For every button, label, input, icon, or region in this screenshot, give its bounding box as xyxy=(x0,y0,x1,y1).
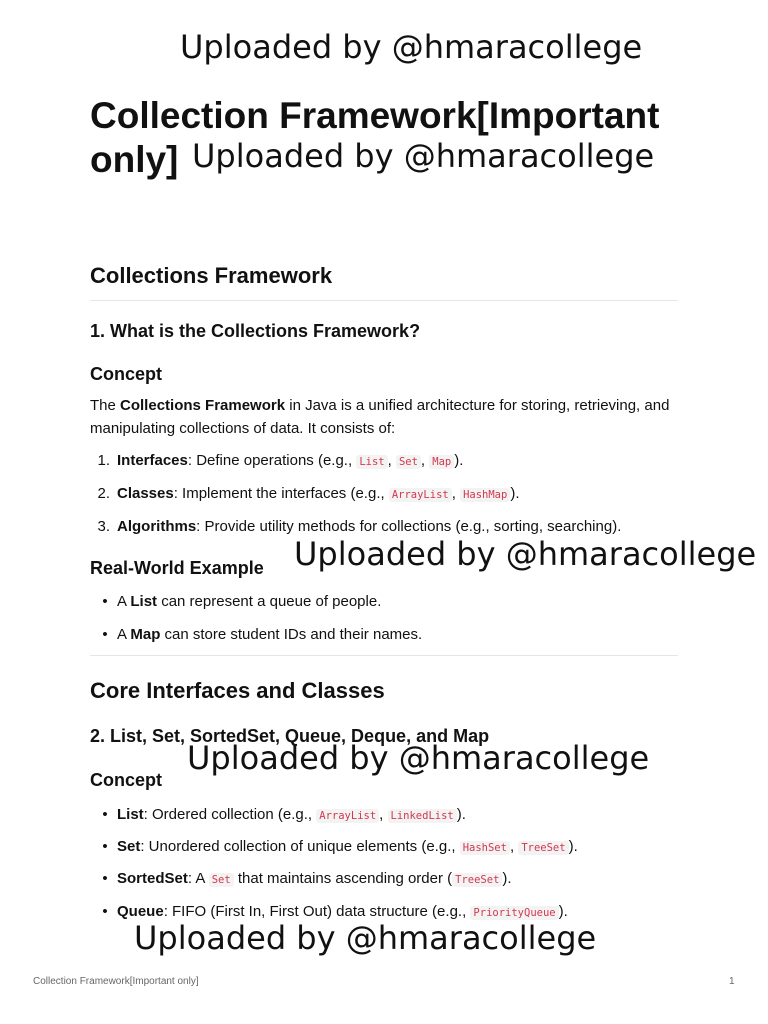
code-token: List xyxy=(356,455,387,469)
list-end: ). xyxy=(454,452,464,469)
item-end: ). xyxy=(502,870,512,887)
item-text: : Ordered collection (e.g., xyxy=(143,806,317,823)
item-text: that maintains ascending order ( xyxy=(233,870,453,887)
code-token: PriorityQueue xyxy=(470,906,558,920)
list-item: 1. Interfaces: Define operations (e.g., List , Set , Map ). xyxy=(90,451,680,472)
code-token: TreeSet xyxy=(452,873,502,887)
code-token: HashSet xyxy=(460,841,510,855)
watermark-lower: Uploaded by @hmaracollege xyxy=(187,739,650,777)
intro-paragraph xyxy=(90,394,680,440)
list-number: 3. xyxy=(97,518,110,535)
intro-bold: Collections Framework xyxy=(120,397,286,414)
example-pre: A xyxy=(117,626,131,643)
code-token: Map xyxy=(429,455,454,469)
list-item: 2. Classes: Implement the interfaces (e.g., ArrayList , HashMap ). xyxy=(90,484,680,505)
subheading-list-set: 2. List, Set, SortedSet, Queue, Deque, and Map xyxy=(90,726,490,746)
list-item: • List: Ordered collection (e.g., ArrayList , LinkedList ). xyxy=(90,805,680,826)
example-post: can store student IDs and their names. xyxy=(160,626,423,643)
code-token: ArrayList xyxy=(389,488,452,502)
bullet: • xyxy=(102,626,108,643)
subheading-what-is: 1. What is the Collections Framework? xyxy=(90,321,421,341)
watermark-bottom: Uploaded by @hmaracollege xyxy=(134,919,597,957)
bullet: • xyxy=(102,903,108,920)
item-end: ). xyxy=(558,903,568,920)
code-token: LinkedList xyxy=(388,809,457,823)
watermark-top: Uploaded by @hmaracollege xyxy=(180,28,643,66)
item-bold: List xyxy=(117,806,144,823)
item-text: : A xyxy=(187,870,209,887)
item-bold: SortedSet xyxy=(117,870,188,887)
watermark-middle: Uploaded by @hmaracollege xyxy=(294,535,757,573)
section-heading-core: Core Interfaces and Classes xyxy=(90,678,385,703)
bullet: • xyxy=(102,806,108,823)
code-token: Set xyxy=(209,873,234,887)
concept-heading-1: Concept xyxy=(90,364,162,384)
example-heading: Real-World Example xyxy=(90,558,264,578)
list-number: 2. xyxy=(97,485,110,502)
list-bold: Interfaces xyxy=(117,452,188,469)
bullet: • xyxy=(102,593,108,610)
item-bold: Queue xyxy=(117,903,164,920)
list-text: : Define operations (e.g., xyxy=(187,452,357,469)
example-pre: A xyxy=(117,593,131,610)
item-text: : Unordered collection of unique elements (e.g., xyxy=(140,838,460,855)
page-number: 1 xyxy=(729,976,735,987)
item-bold: Set xyxy=(117,838,141,855)
item-text: : FIFO (First In, First Out) data structure (e.g., xyxy=(163,903,471,920)
list-bold: Classes xyxy=(117,485,174,502)
code-token: ArrayList xyxy=(316,809,379,823)
list-text: : Provide utility methods for collections (e.g., sorting, searching). xyxy=(196,518,622,535)
list-item: • Set: Unordered collection of unique elements (e.g., HashSet , TreeSet ). xyxy=(90,837,680,858)
bullet: • xyxy=(102,838,108,855)
bullet: • xyxy=(102,870,108,887)
list-item xyxy=(90,869,680,890)
list-item xyxy=(90,592,680,612)
watermark-title: Uploaded by @hmaracollege xyxy=(192,137,655,175)
footer-title: Collection Framework[Important only] xyxy=(33,976,199,987)
code-token: HashMap xyxy=(460,488,510,502)
example-bold: Map xyxy=(130,626,161,643)
title-line1: Collection Framework[Important xyxy=(90,95,660,136)
item-end: ). xyxy=(456,806,466,823)
list-text: : Implement the interfaces (e.g., xyxy=(173,485,389,502)
list-item xyxy=(90,517,680,537)
list-bold: Algorithms xyxy=(117,518,197,535)
list-number: 1. xyxy=(97,452,110,469)
example-bold: List xyxy=(130,593,158,610)
list-end: ). xyxy=(510,485,520,502)
list-item xyxy=(90,625,680,645)
intro-pre: The xyxy=(90,397,121,414)
title-line2: only] xyxy=(90,139,179,180)
divider xyxy=(90,300,678,301)
section-heading-collections: Collections Framework xyxy=(90,263,333,288)
example-post: can represent a queue of people. xyxy=(157,593,382,610)
code-token: Set xyxy=(396,455,421,469)
intro-post: in Java is a unified architecture for storing, retrieving, and manipulating collections of data. It consists of: xyxy=(90,397,670,437)
item-end: ). xyxy=(568,838,578,855)
divider xyxy=(90,655,678,656)
code-token: TreeSet xyxy=(518,841,568,855)
concept-heading-2: Concept xyxy=(90,770,162,790)
